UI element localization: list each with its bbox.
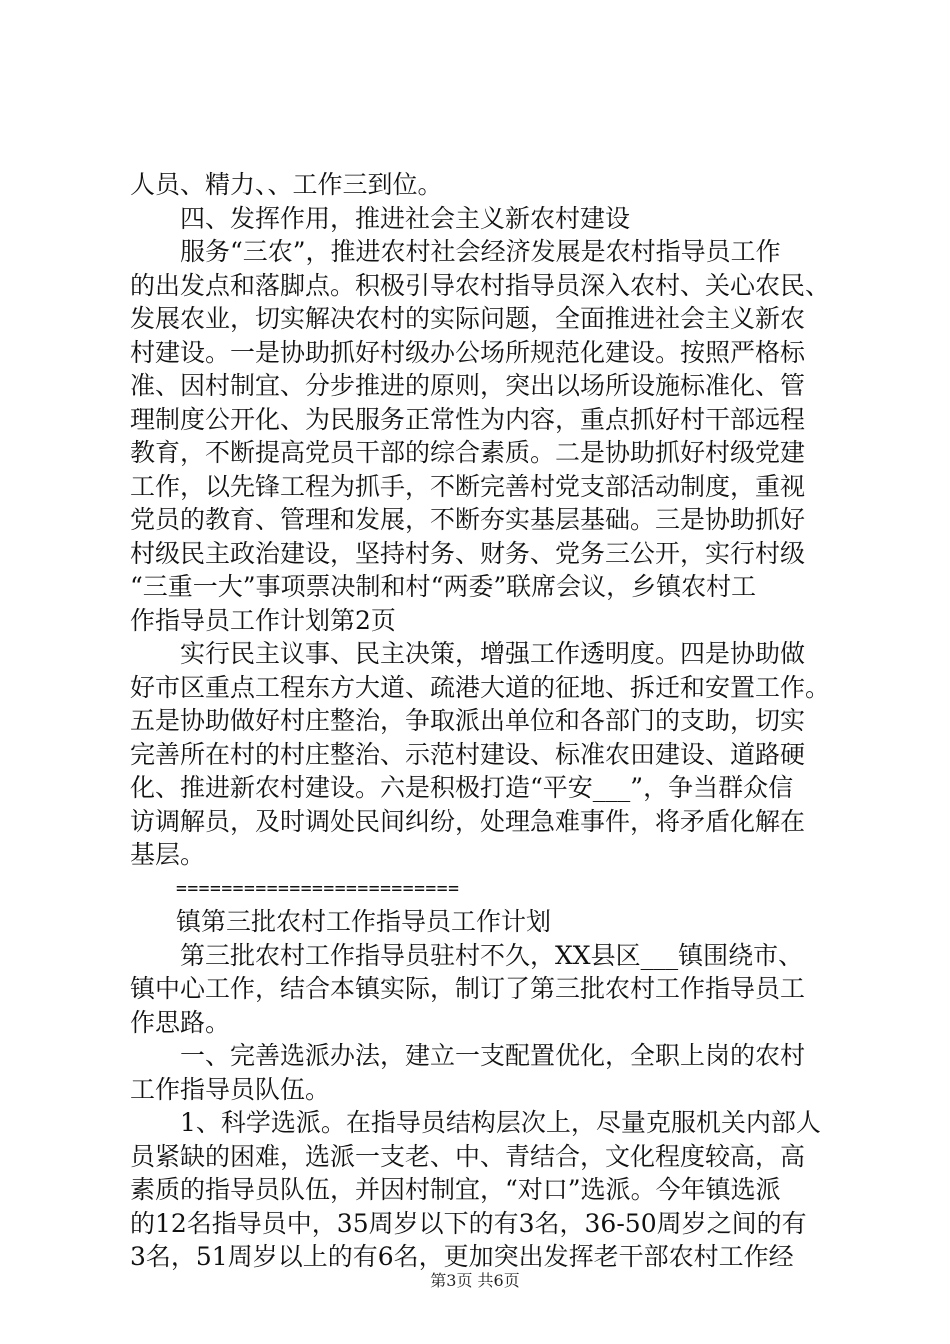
body-line: 3名，51周岁以上的有6名，更加突出发挥老干部农村工作经 (130, 1242, 794, 1271)
document-body (130, 168, 830, 1274)
body-line: 化、推进新农村建设。六是积极打造“平安___”，争当群众信 (130, 773, 794, 802)
body-line: 作思路。 (130, 1007, 231, 1037)
body-line: 村级民主政治建设，坚持村务、财务、党务三公开，实行村级 (130, 538, 806, 568)
body-line: 服务“三农”，推进农村社会经济发展是农村指导员工作 (180, 237, 781, 266)
body-line: “三重一大”事项票决制和村“两委”联席会议，乡镇农村工 (130, 572, 757, 601)
separator-line: ========================= (176, 877, 460, 899)
body-line: 镇中心工作，结合本镇实际，制订了第三批农村工作指导员工 (130, 974, 806, 1003)
section-heading: 四、发挥作用，推进社会主义新农村建设 (180, 203, 631, 233)
body-line: 第三批农村工作指导员驻村不久，XX县区___镇围绕市、 (180, 940, 804, 970)
body-line: 党员的教育、管理和发展，不断夯实基层基础。三是协助抓好 (130, 505, 806, 534)
body-line: 发展农业，切实解决农村的实际问题，全面推进社会主义新农 (130, 304, 806, 333)
section-heading: 一、完善选派办法，建立一支配置优化，全职上岗的农村 (180, 1041, 806, 1070)
page-footer (0, 1268, 950, 1291)
body-line: 的出发点和落脚点。积极引导农村指导员深入农村、关心农民、 (130, 270, 830, 300)
body-line: 素质的指导员队伍，并因村制宜，“对口”选派。今年镇选派 (130, 1175, 781, 1204)
body-line: 准、因村制宜、分步推进的原则，突出以场所设施标准化、管 (130, 371, 806, 400)
body-line: 工作指导员队伍。 (130, 1074, 331, 1104)
body-line: 教育，不断提高党员干部的综合素质。二是协助抓好村级党建 (130, 438, 806, 467)
body-line: 的12名指导员中，35周岁以下的有3名，36-50周岁之间的有 (130, 1208, 807, 1238)
body-line: 实行民主议事、民主决策，增强工作透明度。四是协助做 (180, 639, 806, 668)
body-line: 工作，以先锋工程为抓手，不断完善村党支部活动制度，重视 (130, 471, 806, 501)
body-line: 基层。 (130, 840, 206, 869)
body-line: 好市区重点工程东方大道、疏港大道的征地、拆迁和安置工作。 (130, 672, 830, 702)
body-line: 作指导员工作计划第2页 (130, 605, 396, 635)
page-number-label: 第3页 共6页 (430, 1271, 520, 1290)
body-line: 完善所在村的村庄整治、示范村建设、标准农田建设、道路硬 (130, 739, 806, 769)
body-line: 员紧缺的困难，选派一支老、中、青结合，文化程度较高，高 (130, 1141, 806, 1171)
body-line: 五是协助做好村庄整治，争取派出单位和各部门的支助，切实 (130, 706, 806, 735)
body-line: 访调解员，及时调处民间纠纷，处理急难事件，将矛盾化解在 (130, 806, 806, 836)
section-title: 镇第三批农村工作指导员工作计划 (176, 907, 552, 936)
body-line: 理制度公开化、为民服务正常性为内容，重点抓好村干部远程 (130, 404, 806, 434)
body-line: 村建设。一是协助抓好村级办公场所规范化建设。按照严格标 (130, 337, 806, 367)
body-line: 人员、精力、、工作三到位。 (130, 170, 443, 199)
body-line: 1、科学选派。在指导员结构层次上，尽量克服机关内部人 (180, 1108, 821, 1137)
